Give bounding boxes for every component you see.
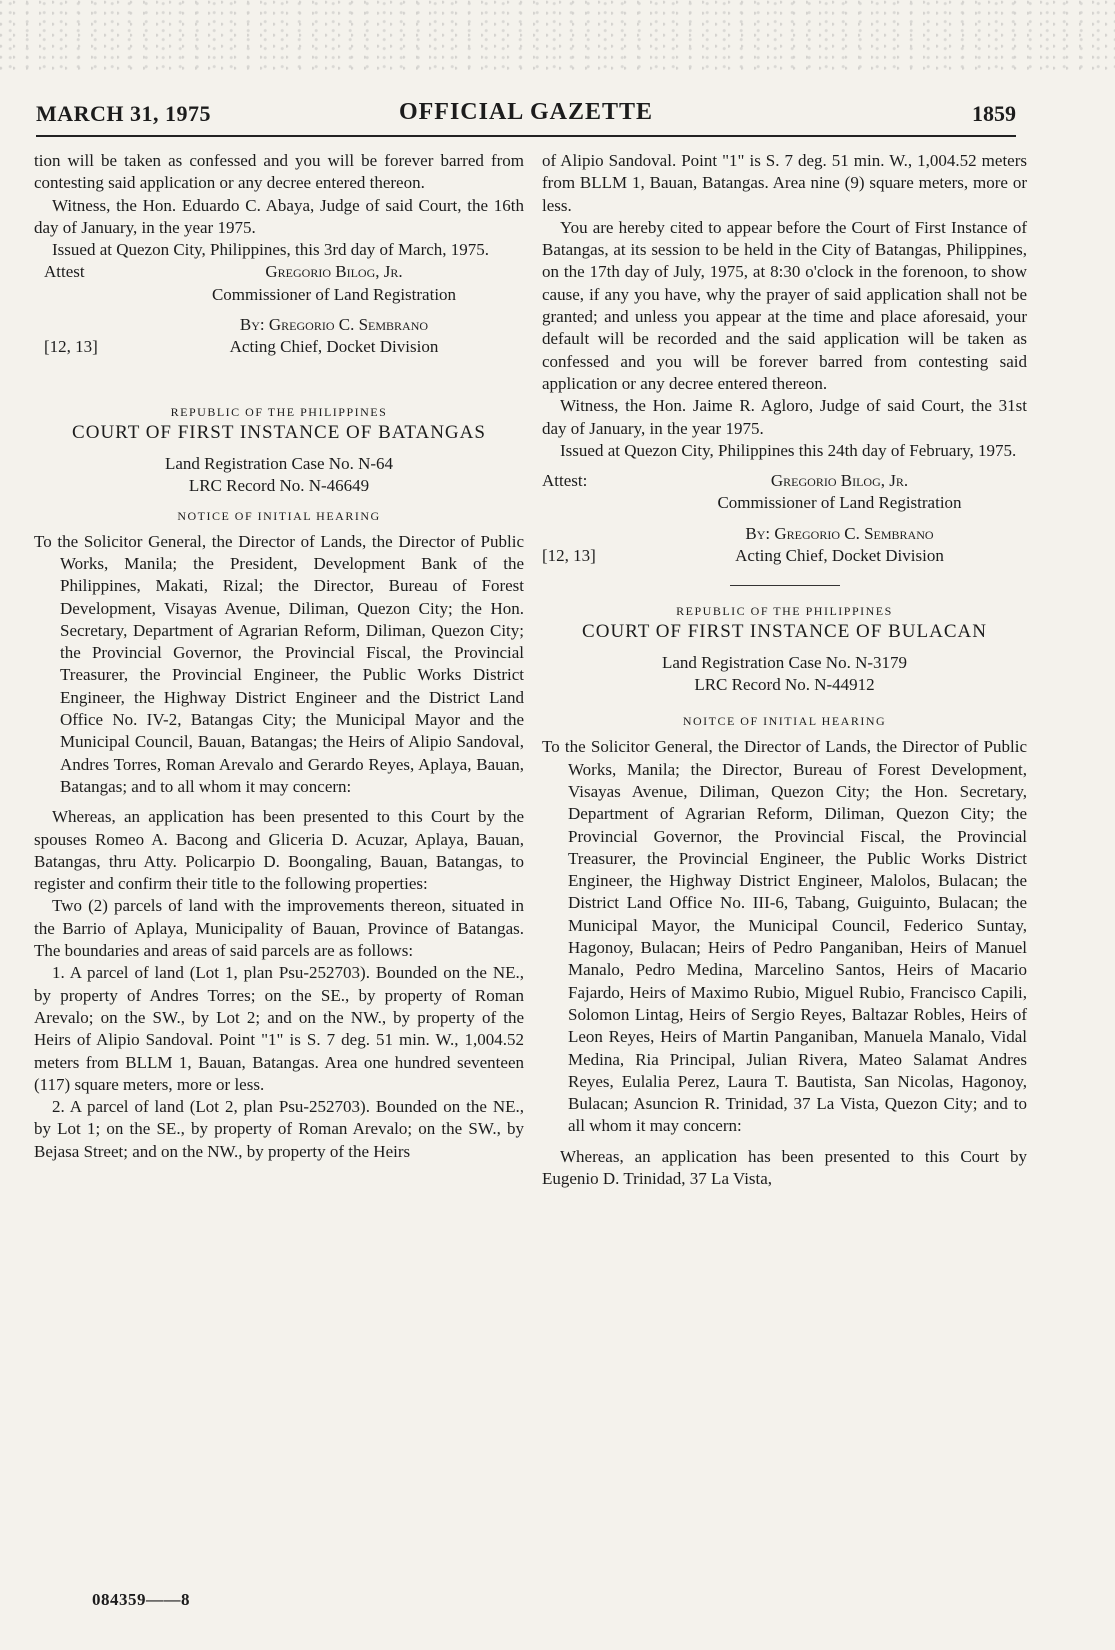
record-number: LRC Record No. N-46649 [188, 475, 370, 495]
case-number: Land Registration Case No. N-3179 [661, 653, 908, 673]
court-heading: COURT OF FIRST INSTANCE OF BATANGAS [72, 421, 486, 443]
paragraph: Whereas, an application has been presented to this Court by Eugenio D. Trinidad, 37 La Vista, [542, 1146, 1027, 1188]
addressees: To the Solicitor General, the Director of Lands, the Director of Public Works, Manila; the Director, Bureau of Forest Development, Visayas Avenue, Diliman, Quezon City; the Hon. Secretary, Department of Agrarian Reform, Diliman, Quezon City; the Provincial Governor, the Provincial Fiscal, the Provincial Treasurer, the Provincial Engineer, the Public Works District Engineer, the Highway District Engineer, Malolos, Bulacan; the District Land Office No. III-6, Tabang, Guiguinto, Bulacan; the Municipal Mayor, the Municipal Council, Federico Suntay, Hagonoy, Bulacan; Heirs of Pedro Panganiban, Heirs of Manuel Manalo, Pedro Medina, Marcelino Santos, Heirs of Macario Fajardo, Heirs of Maximo Rubio, Miguel Rubio, Francisco Capili, Solomon Lintag, Heirs of Sergio Reyes, Baltazar Robles, Heirs of Leon Reyes, Heirs of Martin Panganiban, Manuela Manalo, Vidal Medina, Ria Principal, Julian Rivera, Mateo Salamat Andres Reyes, Eulalia Perez, Laura T. Bautista, San Nicolas, Hagonoy, Bulacan; Asuncion R. Trinidad, 37 La Vista, Quezon City; and to all whom it may concern: [542, 737, 1027, 1136]
signatory-title: Commissioner of Land Registration [717, 493, 962, 513]
signatory-name: Gregorio Bilog, Jr. [770, 471, 909, 491]
court-heading: COURT OF FIRST INSTANCE OF BULACAN [582, 621, 987, 643]
signatory-chief: Acting Chief, Docket Division [735, 546, 944, 566]
paragraph: Two (2) parcels of land with the improvements thereon, situated in the Barrio of Aplaya, Municipality of Bauan, Province of Batangas. The boundaries and areas of said parcels are as follows: [34, 896, 524, 961]
republic-heading: REPUBLIC OF THE PHILIPPINES [170, 404, 388, 419]
issue-ref: [12, 13] [542, 546, 596, 566]
addressees: To the Solicitor General, the Director of Lands, the Director of Public Works, Manila; the President, Development Bank of the Philippines, Makati, Rizal; the Director, Bureau of Forest Development, Visayas Avenue, Diliman, Quezon City; the Hon. Secretary, Department of Agrarian Reform, Diliman, Quezon City; the Provincial Governor, the Provincial Fiscal, the Provincial Treasurer, the Provincial Engineer, the Public Works District Engineer, the Highway District Engineer and the District Land Office No. IV-2, Batangas City; the Municipal Mayor and the Municipal Council, Bauan, Batangas; the Heirs of Alipio Sandoval, Andres Torres, Roman Arevalo and Gerardo Reyes, Aplaya, Bauan, Batangas; and to all whom it may concern: [34, 531, 524, 796]
paragraph: Witness, the Hon. Eduardo C. Abaya, Judge of said Court, the 16th day of January, in the year 1975. [34, 195, 524, 237]
republic-heading: REPUBLIC OF THE PHILIPPINES [676, 604, 893, 619]
signatory-chief: Acting Chief, Docket Division [229, 337, 439, 357]
scan-noise [0, 0, 1115, 70]
case-number: Land Registration Case No. N-64 [164, 453, 394, 473]
paragraph: You are hereby cited to appear before the Court of First Instance of Batangas, at its session to be held in the City of Batangas, Philippines, on the 17th day of July, 1975, at 8:30 o'clock in the forenoon, to show cause, if any you have, why the prayer of said application shall not be granted; and unless you appear at the time and place aforesaid, your default will be recorded and the said application will be taken as confessed and you will be forever barred from contesting said application or any decree entered thereon. [542, 217, 1027, 393]
signatory-title: Commissioner of Land Registration [211, 284, 457, 304]
signature-block [542, 470, 1027, 567]
notice-heading: NOTICE OF INITIAL HEARING [177, 508, 381, 523]
section-divider [730, 585, 840, 586]
header-title: OFFICIAL GAZETTE [398, 99, 654, 125]
signatory-by: By: Gregorio C. Sembrano [745, 523, 934, 543]
paragraph: tion will be taken as confessed and you will be forever barred from contesting said application or any decree entered thereon. [34, 151, 524, 193]
attest-label: Attest: [542, 471, 588, 491]
left-column [34, 150, 524, 1163]
parcel-description: 1. A parcel of land (Lot 1, plan Psu-252703). Bounded on the NE., by property of Andres Torres; on the SE., by property of Roman Arevalo; on the SW., by Lot 2; and on the NW., by property of the Heirs of Alipio Sandoval. Point "1" is S. 7 deg. 51 min. W., 1,004.52 meters from BLLM 1, Bauan, Batangas. Area one hundred seventeen (117) square meters, more or less. [34, 963, 524, 1094]
notice-heading: NOITCE OF INITIAL HEARING [682, 714, 887, 729]
paragraph: of Alipio Sandoval. Point "1" is S. 7 deg. 51 min. W., 1,004.52 meters from BLLM 1, Bauan, Batangas. Area nine (9) square meters, more or less. [542, 151, 1027, 215]
attest-label: Attest [44, 262, 85, 282]
issue-ref: [12, 13] [44, 337, 98, 357]
page-number: 1859 [972, 101, 1016, 126]
page-header [36, 95, 1016, 137]
signature-block [34, 261, 524, 358]
print-code: 084359——8 [92, 1590, 190, 1609]
paragraph: Whereas, an application has been presented to this Court by the spouses Romeo A. Bacong and Gliceria D. Acuzar, Aplaya, Bauan, Batangas, thru Atty. Policarpio D. Boongaling, Bauan, Batangas, to register and confirm their title to the following properties: [34, 807, 524, 894]
header-date: MARCH 31, 1975 [36, 101, 212, 126]
signatory-name: Gregorio Bilog, Jr. [265, 262, 403, 282]
parcel-description: 2. A parcel of land (Lot 2, plan Psu-252703). Bounded on the NE., by Lot 1; on the SE., by property of Roman Arevalo; on the SW., by Bejasa Street; and on the NW., by property of the Heirs [34, 1097, 524, 1161]
right-column [542, 150, 1027, 1190]
paragraph: Issued at Quezon City, Philippines this 24th day of February, 1975. [560, 440, 1017, 460]
paragraph: Issued at Quezon City, Philippines, this 3rd day of March, 1975. [52, 240, 490, 260]
record-number: LRC Record No. N-44912 [694, 675, 875, 695]
signatory-by: By: Gregorio C. Sembrano [239, 315, 429, 335]
paragraph: Witness, the Hon. Jaime R. Agloro, Judge of said Court, the 31st day of January, in the year 1975. [542, 396, 1027, 438]
